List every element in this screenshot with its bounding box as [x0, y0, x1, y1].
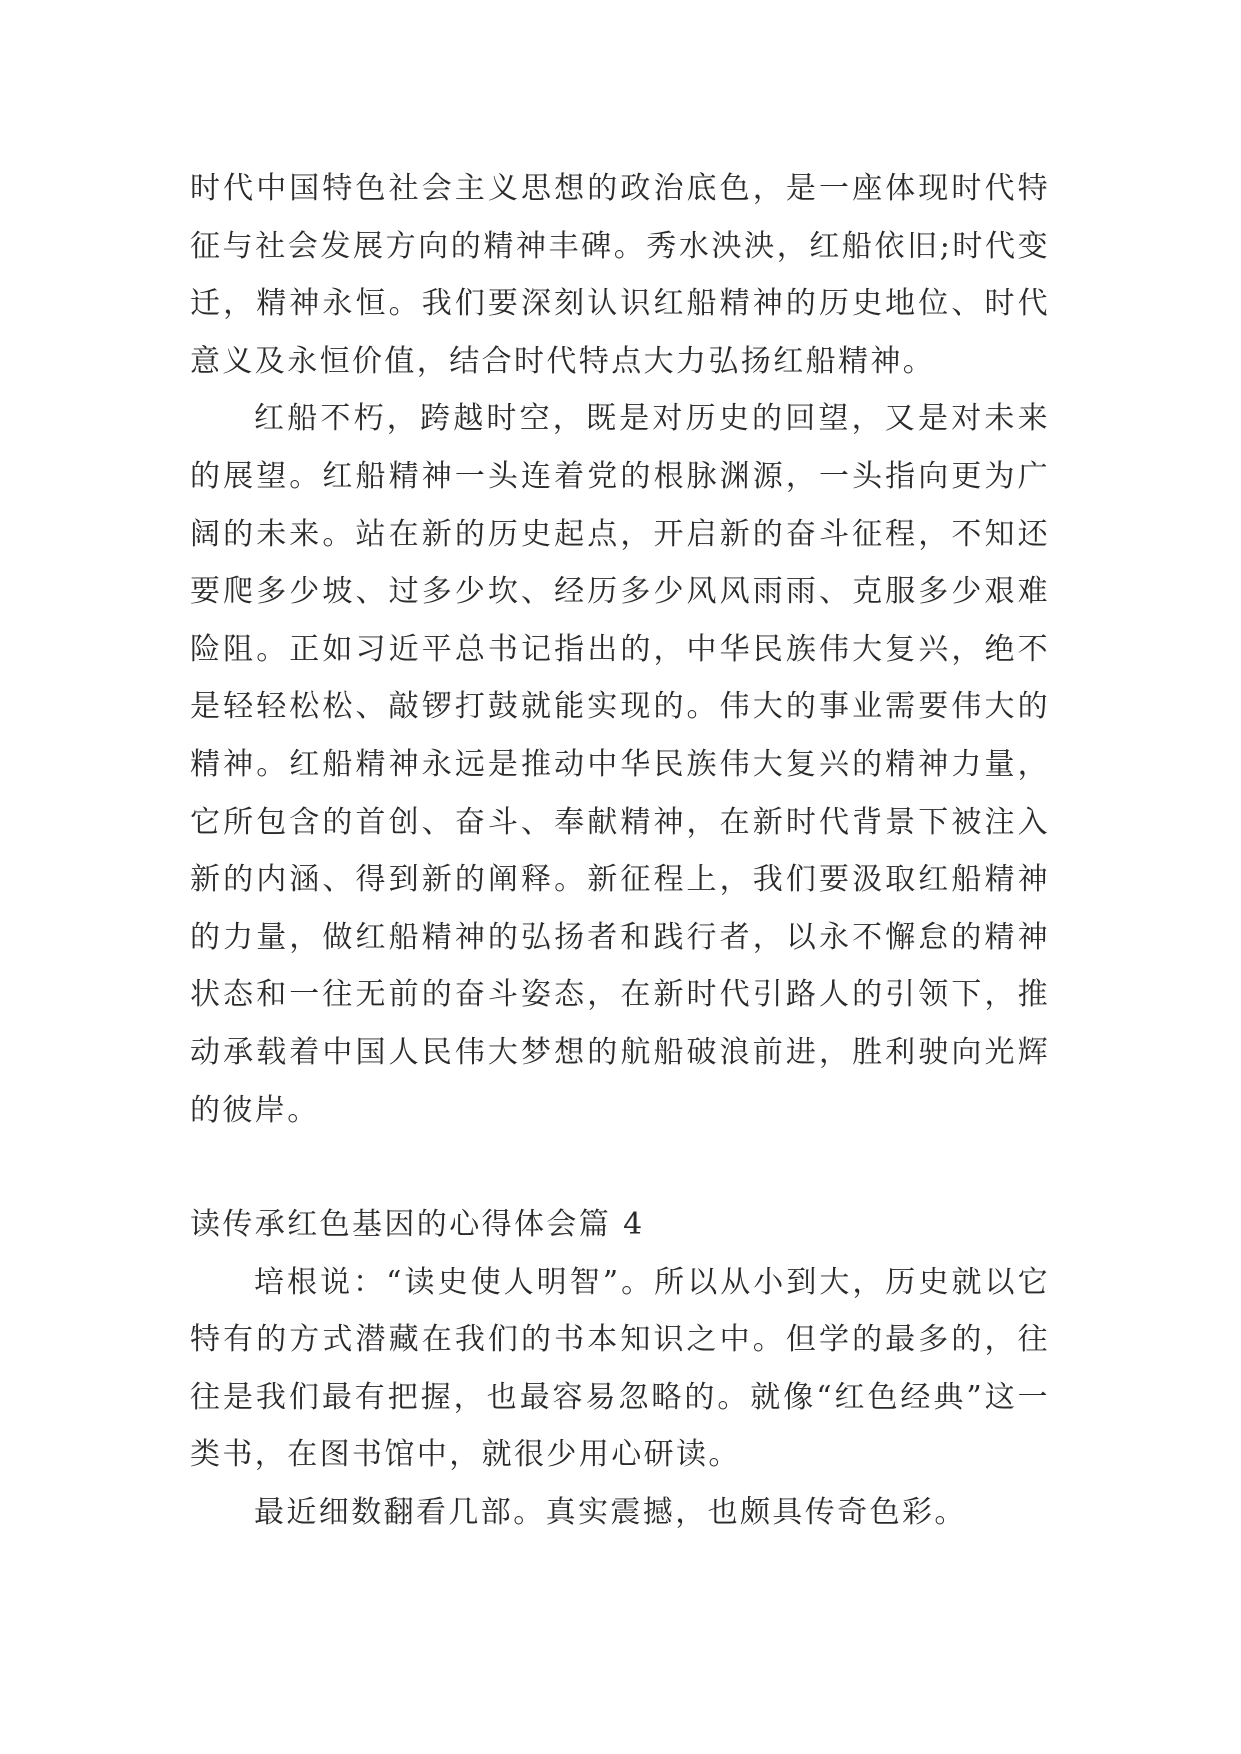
- paragraph-red-boat: 红船不朽，跨越时空，既是对历史的回望，又是对未来的展望。红船精神一头连着党的根脉渊源，一头指向更为广阔的未来。站在新的历史起点，开启新的奋斗征程，不知还要爬多少坡、过多少坎、经历多少风风雨雨、克服多少艰难险阻。正如习近平总书记指出的，中华民族伟大复兴，绝不是轻轻松松、敲锣打鼓就能实现的。伟大的事业需要伟大的精神。红船精神永远是推动中华民族伟大复兴的精神力量，它所包含的首创、奋斗、奉献精神，在新时代背景下被注入新的内涵、得到新的阐释。新征程上，我们要汲取红船精神的力量，做红船精神的弘扬者和践行者，以永不懈怠的精神状态和一往无前的奋斗姿态，在新时代引路人的引领下，推动承载着中国人民伟大梦想的航船破浪前进，胜利驶向光辉的彼岸。: [190, 401, 1050, 1128]
- paragraph-continuation: 时代中国特色社会主义思想的政治底色，是一座体现时代特征与社会发展方向的精神丰碑。秀水泱泱，红船依旧;时代变迁，精神永恒。我们要深刻认识红船精神的历史地位、时代意义及永恒价值，结合时代特点大力弘扬红船精神。: [190, 171, 1050, 379]
- document-body: [190, 160, 1050, 1542]
- paragraph-bacon-quote: 培根说：“读史使人明智”。所以从小到大，历史就以它特有的方式潜藏在我们的书本知识之中。但学的最多的，往往是我们最有把握，也最容易忽略的。就像“红色经典”这一类书，在图书馆中，就很少用心研读。: [190, 1264, 1050, 1473]
- paragraph-recent-reading: 最近细数翻看几部。真实震撼，也颇具传奇色彩。: [254, 1495, 967, 1531]
- section-heading: 读传承红色基因的心得体会篇 4: [190, 1207, 645, 1243]
